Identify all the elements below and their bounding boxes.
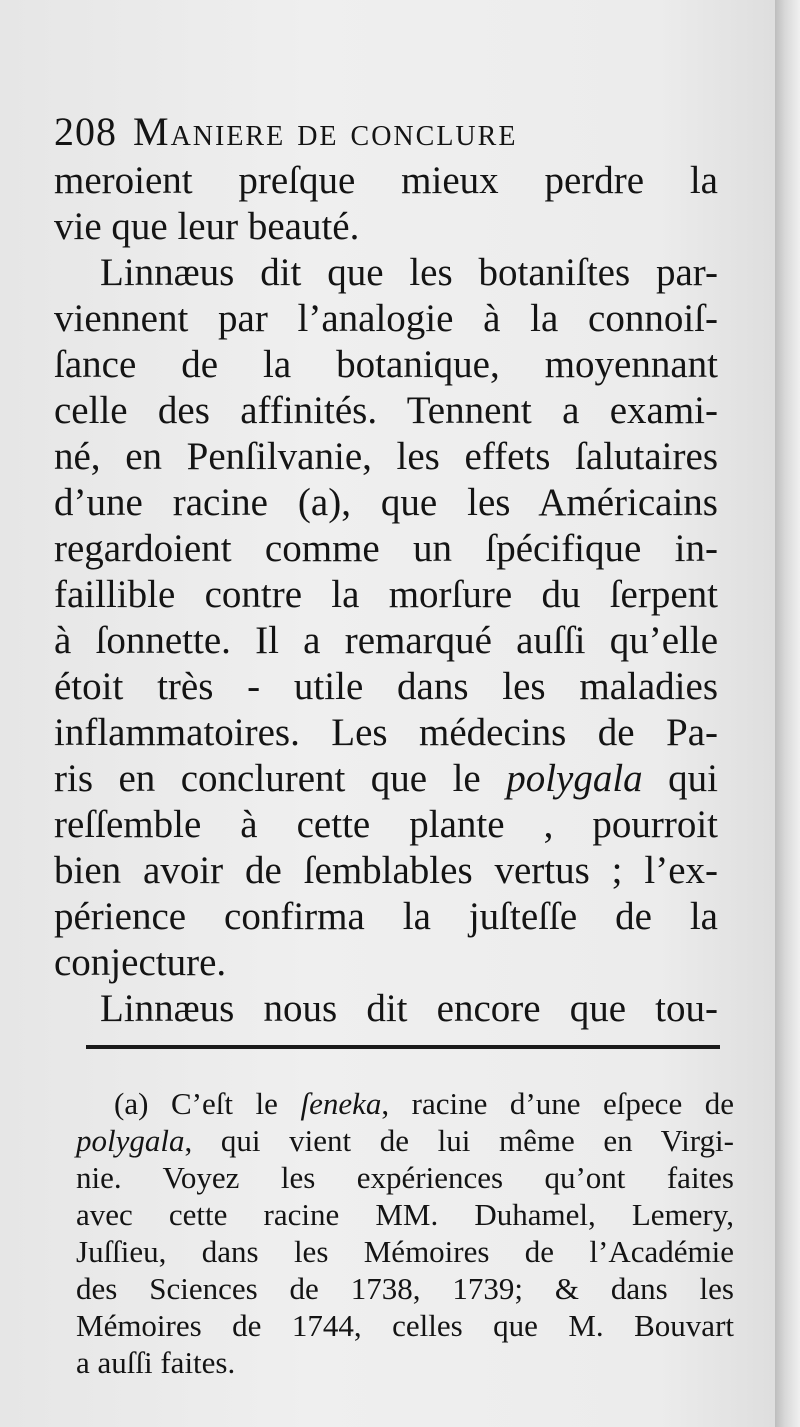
running-head [54, 108, 517, 155]
text-segment: ris en conclurent que le [54, 757, 481, 800]
text-segment: , qui vient de lui même en Virgi- [184, 1123, 734, 1158]
text-line: Linnæus nous dit encore que tou- [100, 987, 718, 1030]
page-edge [775, 0, 800, 1427]
footnote-divider [86, 1045, 720, 1049]
text-line: regardoient comme un ſpécifique in- [54, 527, 718, 570]
text-segment: C’eſt le [170, 1086, 278, 1121]
text-line: inflammatoires. Les médecins de Pa- [54, 711, 718, 754]
text-line: ſance de la botanique, moyennant [54, 343, 718, 386]
text-line: viennent par l’analogie à la connoiſ- [54, 297, 718, 340]
footnote-line [76, 1122, 734, 1159]
text-line: meroient preſque mieux perdre la [54, 159, 718, 202]
text-line: périence confirma la juſteſſe de la [54, 895, 718, 938]
text-line: reſſemble à cette plante , pourroit [54, 803, 718, 846]
running-title: Maniere de conclure [133, 109, 518, 154]
text-segment: , racine d’une eſpece de [381, 1086, 735, 1121]
text-line: vie que leur beauté. [54, 205, 360, 248]
text-line: Linnæus dit que les botaniſtes par- [100, 251, 718, 294]
text-line: conjecture. [54, 941, 227, 984]
footnote-line [76, 1085, 734, 1122]
italic-term: polygala [76, 1123, 185, 1158]
footnote-marker: (a) [114, 1086, 149, 1121]
italic-term: polygala [506, 757, 643, 800]
footnote-line: des Sciences de 1738, 1739; & dans les [76, 1271, 734, 1306]
italic-term: ſeneka [300, 1086, 382, 1121]
text-segment: qui [668, 757, 718, 800]
footnote-line: avec cette racine MM. Duhamel, Lemery, [76, 1197, 734, 1232]
text-line: faillible contre la morſure du ſerpent [54, 573, 718, 616]
footnote-line: Juſſieu, dans les Mémoires de l’Académie [76, 1234, 734, 1269]
text-line: bien avoir de ſemblables vertus ; l’ex- [54, 849, 718, 892]
text-line: d’une racine (a), que les Américains [54, 481, 718, 524]
text-line: à ſonnette. Il a remarqué auſſi qu’elle [54, 619, 718, 662]
footnote-line: a auſſi faites. [76, 1345, 236, 1380]
footnote [76, 1085, 734, 1381]
text-line [54, 756, 718, 802]
text-line: celle des affinités. Tennent a exami- [54, 389, 718, 432]
text-line: né, en Penſilvanie, les effets ſalutaires [54, 435, 718, 478]
text-line: étoit très - utile dans les maladies [54, 665, 718, 708]
footnote-line: Mémoires de 1744, celles que M. Bouvart [76, 1308, 734, 1343]
main-text [54, 158, 718, 1032]
page-number: 208 [54, 109, 117, 154]
footnote-line: nie. Voyez les expériences qu’ont faites [76, 1160, 734, 1195]
